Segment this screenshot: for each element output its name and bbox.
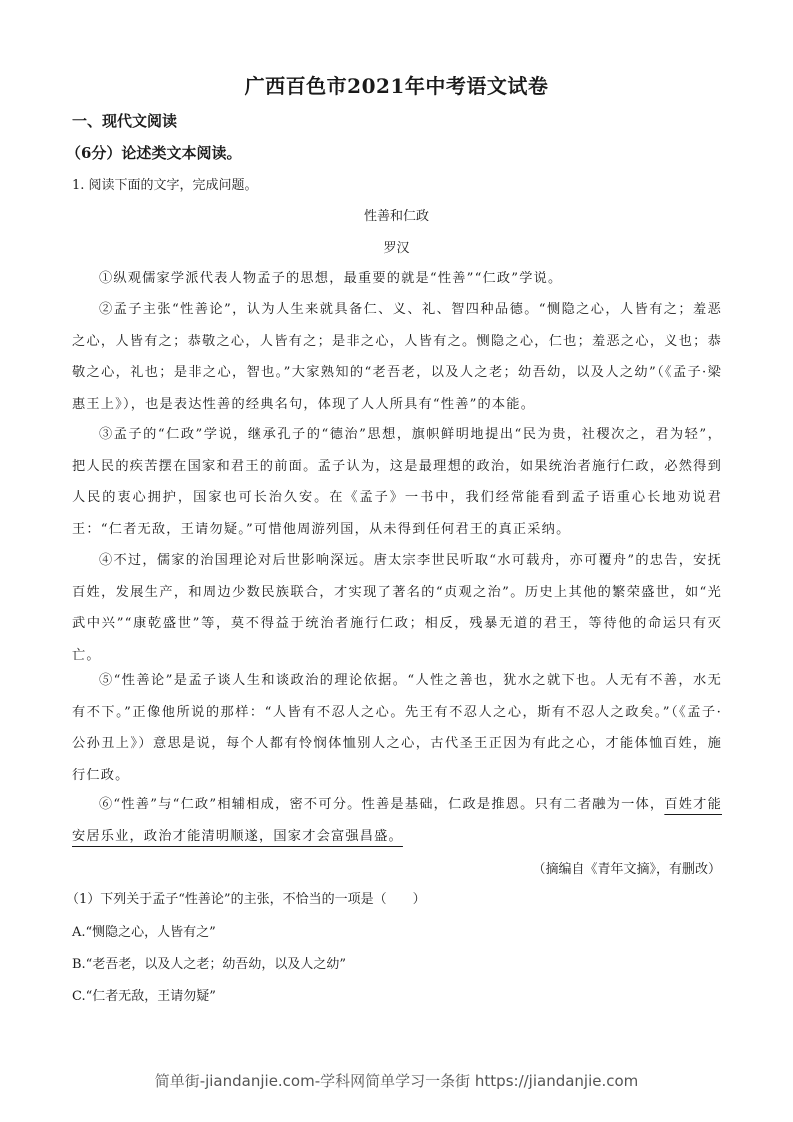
option-c: C.“仁者无敌，王请勿疑” xyxy=(72,989,216,1004)
question-stem: （1）下列关于孟子“性善论”的主张，不恰当的一项是（ ） xyxy=(66,892,426,907)
paragraph-6 xyxy=(72,789,722,852)
question-intro: 1. 阅读下面的文字，完成问题。 xyxy=(72,178,258,193)
page-title: 广西百色市2021年中考语文试卷 xyxy=(244,74,549,98)
article-title: 性善和仁政 xyxy=(363,209,429,224)
option-a: A.“恻隐之心，人皆有之” xyxy=(72,925,216,940)
subsection-heading: （6分）论述类文本阅读。 xyxy=(66,144,242,162)
article-author: 罗汉 xyxy=(383,241,410,256)
paragraph-3: ③孟子的“仁政”学说，继承孔子的“德治”思想，旗帜鲜明地提出“民为贵，社稷次之，君为轻”，把人民的疾苦摆在国家和君王的前面。孟子认为，这是最理想的政治，如果统治者施行仁政，必然得到人民的衷心拥护，国家也可长治久安。在《孟子》一书中，我们经常能看到孟子语重心长地劝说君王：“仁者无敌，王请勿疑。”可惜他周游列国，从未得到任何君王的真正采纳。 xyxy=(72,427,722,537)
paragraph-6-text: ⑥“性善”与“仁政”相辅相成，密不可分。性善是基础，仁政是推恩。只有二者融为一体， xyxy=(99,797,665,812)
footer-watermark: 简单街-jiandanjie.com-学科网简单学习一条街 https://jiandanjie.com xyxy=(154,1072,639,1090)
article-source: （摘编自《青年文摘》，有删改） xyxy=(532,862,721,877)
paragraph-4: ④不过，儒家的治国理论对后世影响深远。唐太宗李世民听取“水可载舟，亦可覆舟”的忠告，安抚百姓，发展生产，和周边少数民族联合，才实现了著名的“贞观之治”。历史上其他的繁荣盛世，如“光武中兴”“康乾盛世”等，莫不得益于统治者施行仁政；相反，残暴无道的君王，等待他的命运只有灭亡。 xyxy=(72,553,722,663)
option-b: B.“老吾老，以及人之老；幼吾幼，以及人之幼” xyxy=(72,957,346,972)
paragraph-1: ①纵观儒家学派代表人物孟子的思想，最重要的就是“性善”“仁政”学说。 xyxy=(99,271,563,286)
paragraph-2: ②孟子主张“性善论”，认为人生来就具备仁、义、礼、智四种品德。“恻隐之心，人皆有之；羞恶之心，人皆有之；恭敬之心，人皆有之；是非之心，人皆有之。恻隐之心，仁也；羞恶之心，义也；恭敬之心，礼也；是非之心，智也。”大家熟知的“老吾老，以及人之老；幼吾幼，以及人之幼”（《孟子·梁惠王上》），也是表达性善的经典名句，体现了人人所具有“性善”的本能。 xyxy=(72,302,722,412)
paragraph-5: ⑤“性善论”是孟子谈人生和谈政治的理论依据。“人性之善也，犹水之就下也。人无有不善，水无有不下。”正像他所说的那样：“人皆有不忍人之心。先王有不忍人之心，斯有不忍人之政矣。”（《孟子·公孙丑上》）意思是说，每个人都有怜悯体恤别人之心，古代圣王正因为有此之心，才能体恤百姓，施行仁政。 xyxy=(72,673,722,783)
section-heading: 一、现代文阅读 xyxy=(72,112,178,130)
underlined-sentence: 百姓才能安居乐业，政治才能清明顺遂，国家才会富强昌盛。 xyxy=(72,797,722,844)
